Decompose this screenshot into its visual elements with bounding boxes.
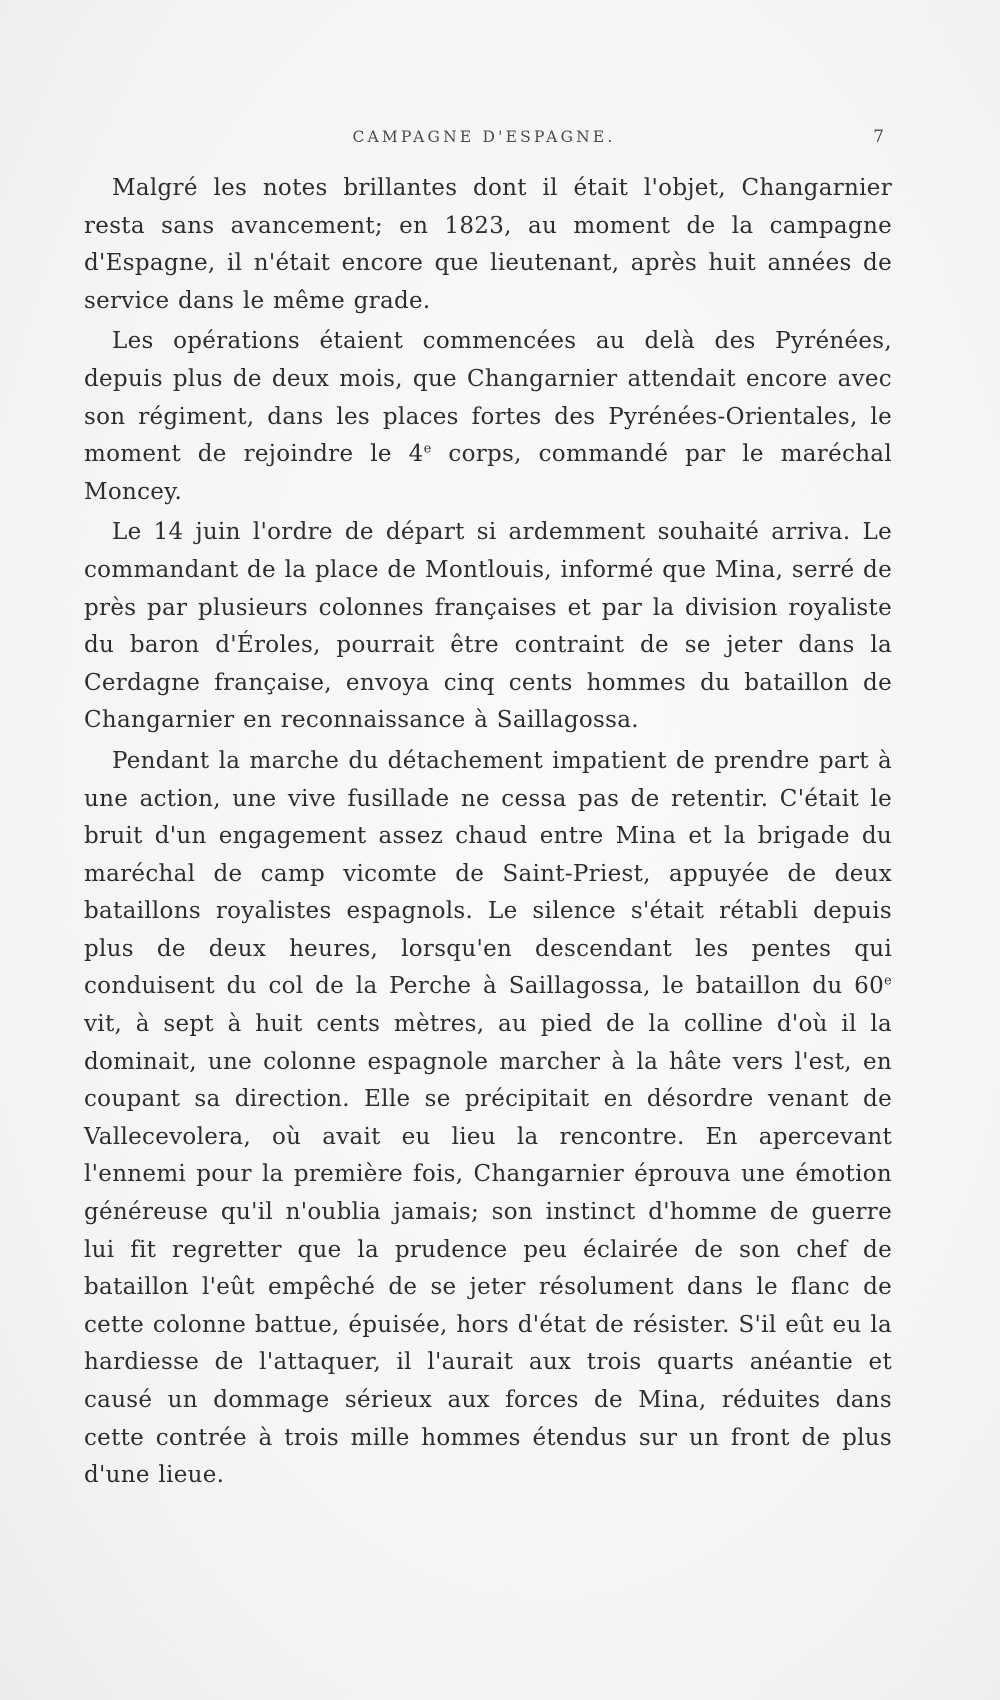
paragraph-4-text-a: Pendant la marche du détachement impatient de prendre part à une action, une vive fusillade ne cessa pas de retentir. C'était le bruit d'un engagement assez chaud entre Mina et la brigade du maréchal de camp vicomte de Saint-Priest, appuyée de deux bataillons royalistes espagnols. Le silence s'était rétabli depuis plus de deux heures, lorsqu'en descendant les pentes qui conduisent du col de la Perche à Saillagossa, le bataillon du 60 — [84, 747, 892, 1000]
body-text — [84, 170, 892, 1498]
ordinal-suffix: e — [423, 441, 432, 457]
paragraph-1: Malgré les notes brillantes dont il était l'objet, Changarnier resta sans avancement; en 1823, au moment de la campagne d'Espagne, il n'était encore que lieutenant, après huit années de service dans le même grade. — [84, 175, 892, 314]
paragraph-2 — [84, 323, 892, 511]
page-number: 7 — [873, 127, 884, 147]
paragraph-4 — [84, 743, 892, 1495]
paragraph-2-text-a: Les opérations étaient commencées au delà des Pyrénées, depuis plus de deux mois, que Changarnier attendait encore avec son régiment, dans les places fortes des Pyrénées-Orientales, le moment de rejoindre le 4 — [84, 328, 892, 468]
paragraph-4-text-b: vit, à sept à huit cents mètres, au pied de la colline d'où il la dominait, une colonne espagnole marcher à la hâte vers l'est, en coupant sa direction. Elle se précipitait en désordre venant de Vallecevolera, où avait eu lieu la rencontre. En apercevant l'ennemi pour la première fois, Changarnier éprouva une émotion généreuse qu'il n'oublia jamais; son instinct d'homme de guerre lui fit regretter que la prudence peu éclairée de son chef de bataillon l'eût empêché de se jeter résolument dans le flanc de cette colonne battue, épuisée, hors d'état de résister. S'il eût eu la hardiesse de l'attaquer, il l'aurait aux trois quarts anéantie et causé un dommage sérieux aux forces de Mina, réduites dans cette contrée à trois mille hommes étendus sur un front de plus d'une lieue. — [84, 1011, 892, 1489]
paragraph-2-text-b: corps, commandé par le maréchal Moncey. — [84, 441, 892, 505]
paragraph-3: Le 14 juin l'ordre de départ si ardemment souhaité arriva. Le commandant de la place de Montlouis, informé que Mina, serré de près par plusieurs colonnes françaises et par la division royaliste du baron d'Éroles, pourrait être contraint de se jeter dans la Cerdagne française, envoya cinq cents hommes du bataillon de Changarnier en reconnaissance à Saillagossa. — [84, 519, 892, 734]
page-header — [84, 128, 884, 152]
ordinal-suffix: e — [884, 973, 892, 989]
running-head: CAMPAGNE D'ESPAGNE. — [352, 128, 616, 146]
